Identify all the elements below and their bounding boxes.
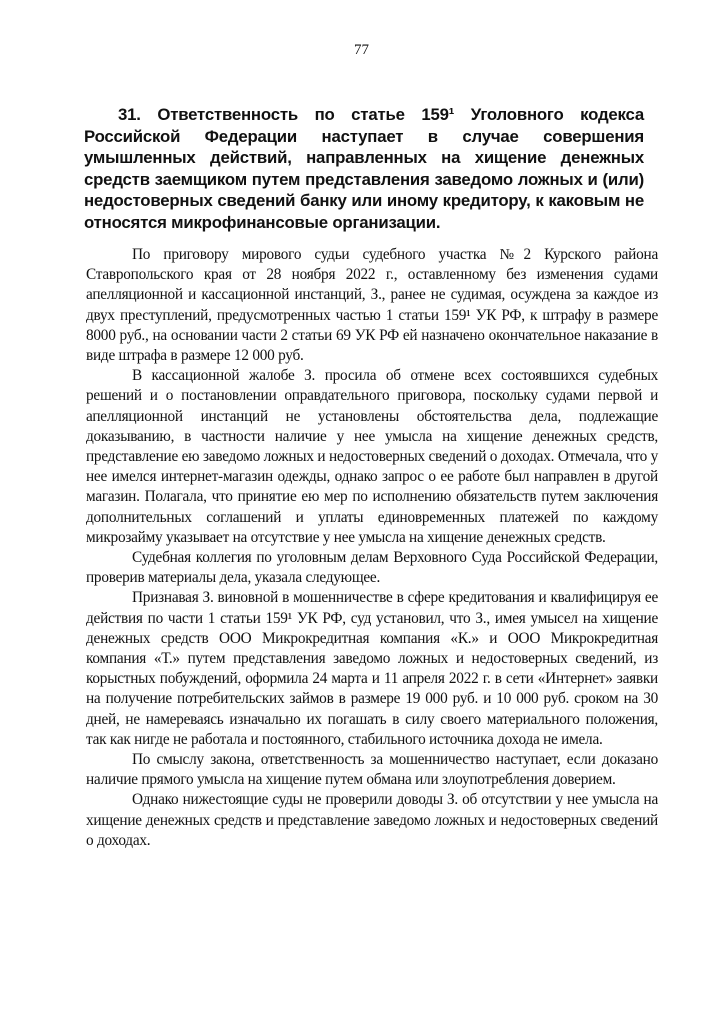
heading-text: 31. Ответственность по статье 159¹ Уголовного кодекса Российской Федерации наступает в случае совершения умышленных действий, направленных на хищение денежных средств заемщиком путем представления заведомо ложных и (или) недостоверных сведений банку или иному кредитору, к каковым не относятся микрофинансовые организации. <box>84 105 644 232</box>
paragraph: Однако нижестоящие суды не проверили доводы З. об отсутствии у нее умысла на хищение денежных средств и представление заведомо ложных и недостоверных сведений о доходах. <box>86 791 658 849</box>
section-heading <box>84 104 644 233</box>
paragraph: Судебная коллегия по уголовным делам Верховного Суда Российской Федерации, проверив материалы дела, указала следующее. <box>86 549 658 587</box>
paragraph: Признавая З. виновной в мошенничестве в сфере кредитования и квалифицируя ее действия по части 1 статьи 159¹ УК РФ, суд установил, что З., имея умысел на хищение денежных средств ООО Микрокредитная компания «К.» и ООО Микрокредитная компания «Т.» путем представления заведомо ложных и недостоверных сведений, из корыстных побуждений, оформила 24 марта и 11 апреля 2022 г. в сети «Интернет» заявки на получение потребительских займов в размере 19 000 руб. и 10 000 руб. сроком на 30 дней, не намереваясь изначально их погашать в силу своего материального положения, так как нигде не работала и постоянного, стабильного источника дохода не имела. <box>86 589 658 748</box>
paragraph: В кассационной жалобе З. просила об отмене всех состоявшихся судебных решений и о постановлении оправдательного приговора, поскольку судами первой и апелляционной инстанций не установлены обстоятельства дела, подлежащие доказыванию, в частности наличие у нее умысла на хищение денежных средств, представление ею заведомо ложных и недостоверных сведений о доходах. Отмечала, что у нее имелся интернет-магазин одежды, однако запрос о ее работе был направлен в другой магазин. Полагала, что принятие ею мер по исполнению обязательств путем заключения дополнительных соглашений и уплаты единовременных платежей по каждому микрозайму указывает на отсутствие у нее умысла на хищение денежных средств. <box>86 367 658 546</box>
body-text <box>86 245 658 851</box>
page-number: 77 <box>354 42 369 58</box>
paragraph: По смыслу закона, ответственность за мошенничество наступает, если доказано наличие прямого умысла на хищение путем обмана или злоупотребления доверием. <box>86 751 658 789</box>
paragraph: По приговору мирового судьи судебного участка №2 Курского района Ставропольского края от 28 ноября 2022 г., оставленному без изменения судами апелляционной и кассационной инстанций, З., ранее не судимая, осуждена за каждое из двух преступлений, предусмотренных частью 1 статьи 159¹ УК РФ, к штрафу в размере 8000 руб., на основании части 2 статьи 69 УК РФ ей назначено окончательное наказание в виде штрафа в размере 12 000 руб. <box>86 246 658 365</box>
